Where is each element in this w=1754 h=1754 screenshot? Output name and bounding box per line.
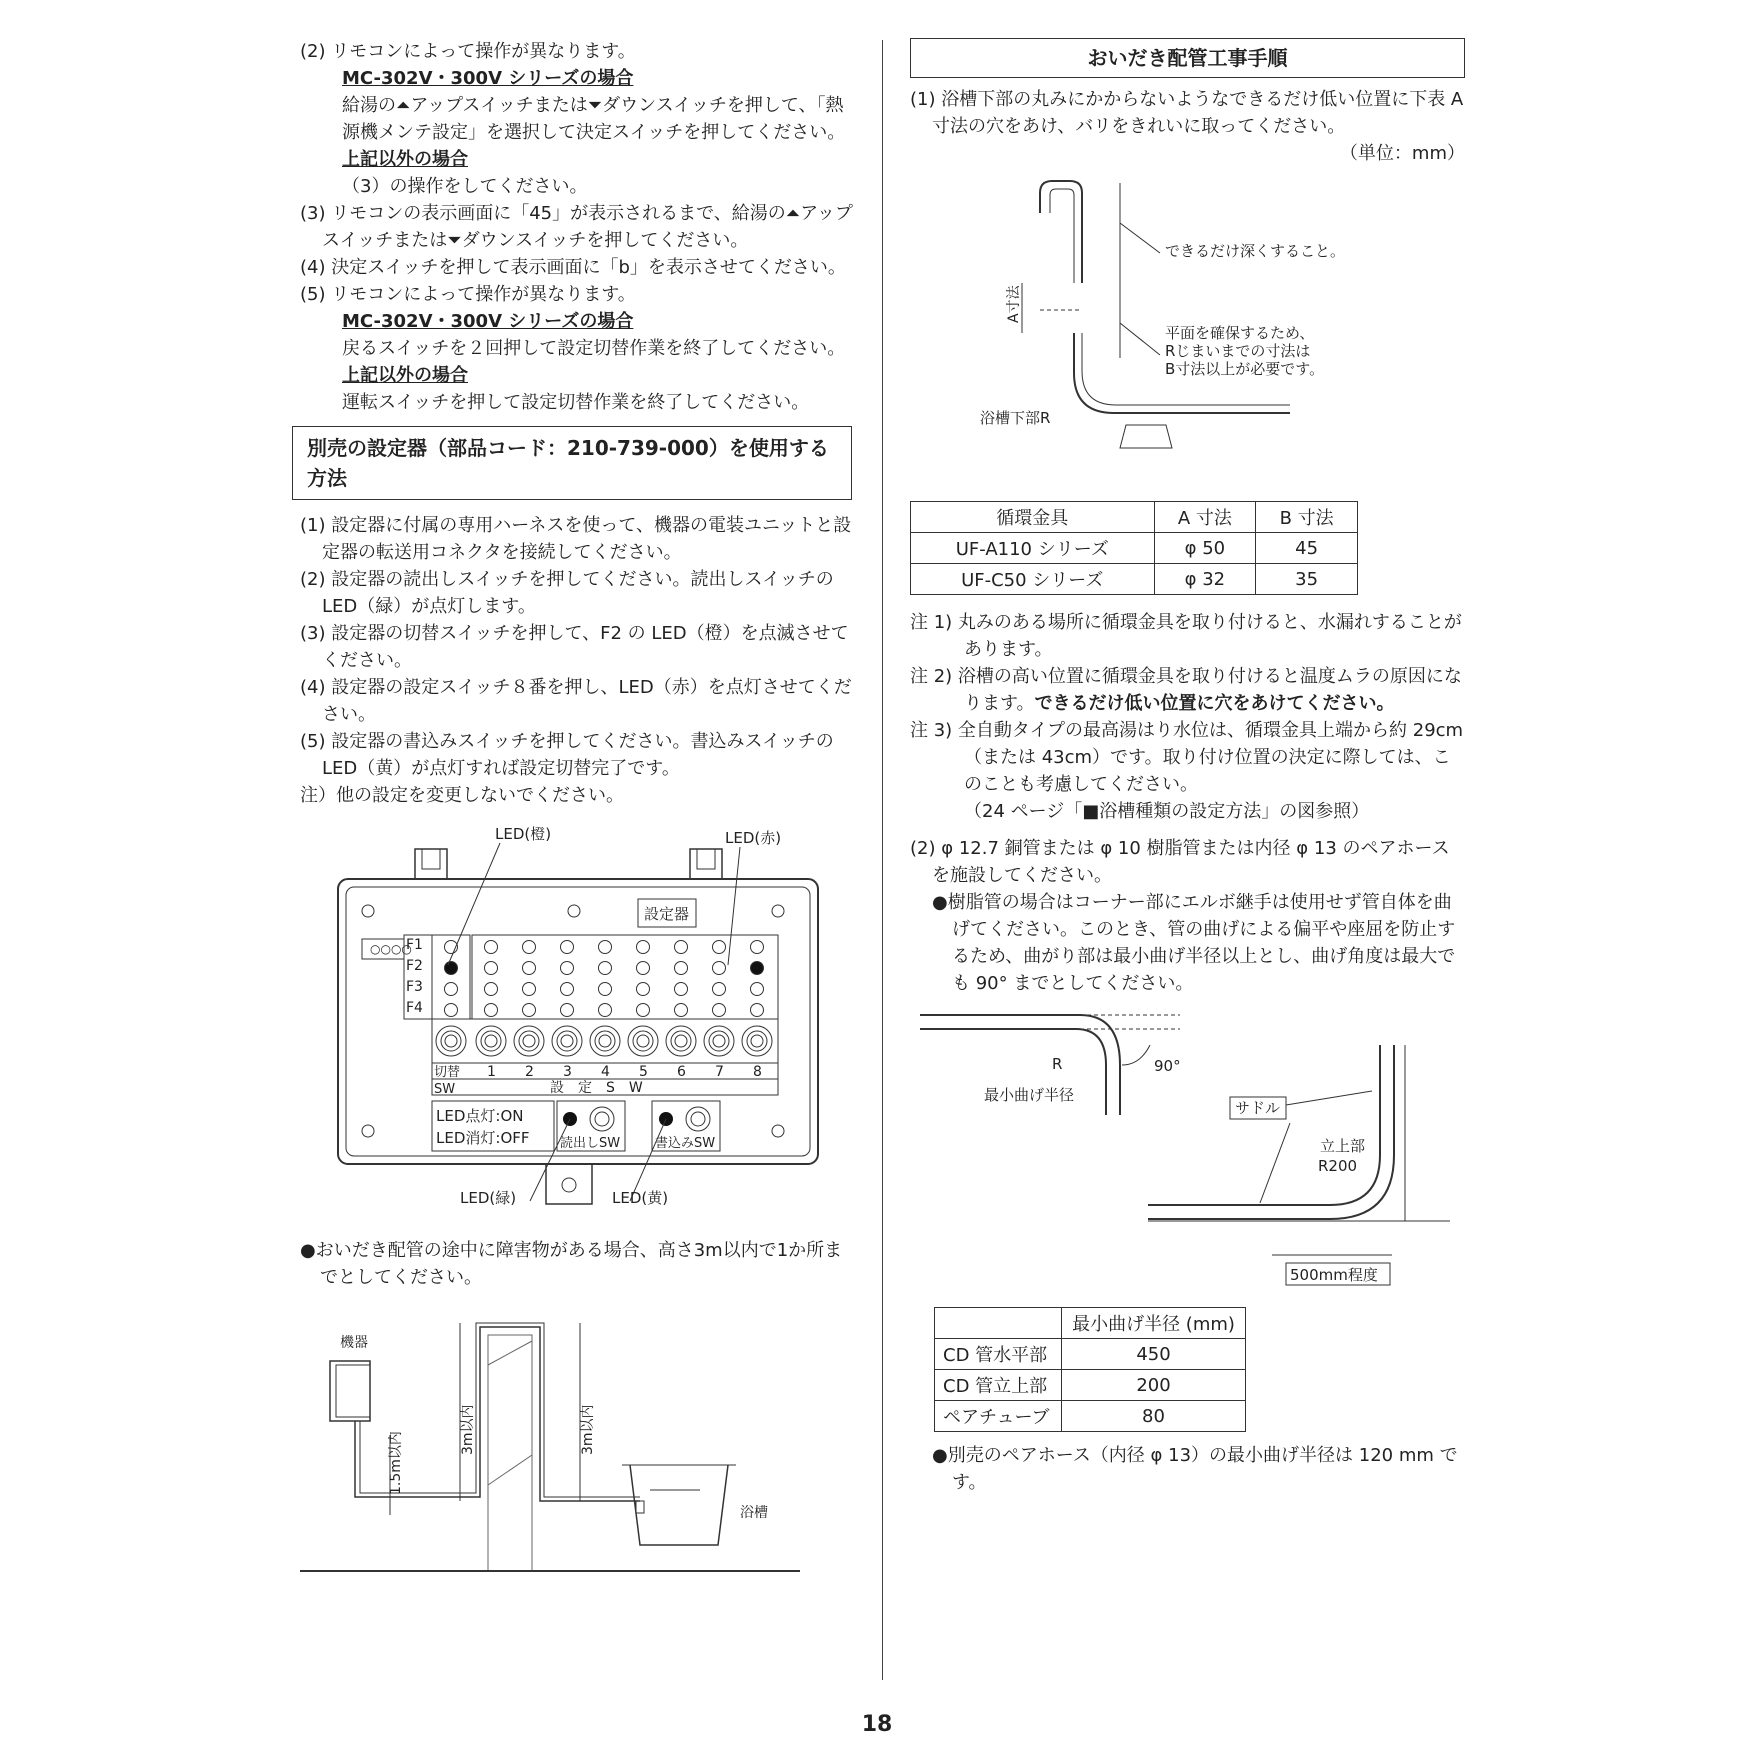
label-r: R <box>1052 1055 1063 1073</box>
write-sw-label: 書込みSW <box>655 1136 716 1151</box>
label-led-orange: LED(橙) <box>495 825 552 843</box>
led-off <box>445 1004 458 1017</box>
table-row: UF-A110 シリーズ φ 50 45 <box>911 533 1358 564</box>
switch-sw: SW <box>434 1082 456 1097</box>
switch-button <box>671 1031 691 1051</box>
label-height-3: 3m以内 <box>580 1404 596 1455</box>
table-header: 最小曲げ半径 (mm) <box>1062 1308 1246 1339</box>
setter-step-5: (5) 設定器の書込みスイッチを押してください。書込みスイッチの LED（黄）が点灯すれば設定切替完了です。 <box>300 731 834 779</box>
led-off <box>599 962 612 975</box>
setter-note: 注）他の設定を変更しないでください。 <box>300 785 624 806</box>
led-off <box>599 941 612 954</box>
switch-grid <box>436 1026 772 1056</box>
legend-on: LED点灯:ON <box>436 1107 524 1125</box>
led-off <box>485 941 498 954</box>
switch-number: 4 <box>601 1064 610 1080</box>
tub-hole-diagram <box>910 173 1410 493</box>
led-off <box>675 962 688 975</box>
led-off <box>561 983 574 996</box>
switch-button <box>599 1035 611 1047</box>
bend-radius-table <box>934 1307 1246 1432</box>
led-off <box>713 1004 726 1017</box>
led-off <box>523 962 536 975</box>
setter-device-diagram <box>300 823 860 1213</box>
led-off <box>485 983 498 996</box>
column-divider <box>882 40 883 1680</box>
led-off <box>713 941 726 954</box>
label-tub-r: 浴槽下部R <box>980 409 1051 427</box>
label-height-2: 3m以内 <box>460 1404 476 1455</box>
label-90deg: 90° <box>1154 1057 1181 1075</box>
table-row: UF-C50 シリーズ φ 32 35 <box>911 564 1358 595</box>
step-5-other-text: 運転スイッチを押して設定切替作業を終了してください。 <box>342 392 810 413</box>
switch-button <box>523 1035 535 1047</box>
subheading-other: 上記以外の場合 <box>342 149 468 170</box>
resin-pipe-note: ●樹脂管の場合はコーナー部にエルボ継手は使用せず管自体を曲げてください。このとき、管の曲げによる偏平や座屈を防止するため、曲がり部は最小曲げ半径以上とし、曲げ角度は最大でも 90° までとしてください。 <box>932 892 1456 994</box>
switch-button <box>557 1031 577 1051</box>
led-off <box>675 983 688 996</box>
step-5-text: 戻るスイッチを２回押して設定切替作業を終了してください。 <box>342 338 846 359</box>
led-off <box>751 1004 764 1017</box>
down-switch-icon: ⏷ <box>447 230 462 251</box>
label-rise: 立上部 <box>1320 1137 1366 1155</box>
switch-button <box>633 1031 653 1051</box>
led-off <box>561 941 574 954</box>
table-row: ペアチューブ 80 <box>935 1401 1246 1432</box>
label-flat-1: 平面を確保するため、 <box>1165 324 1315 342</box>
led-off <box>523 983 536 996</box>
svg-text:○○○○: ○○○○ <box>370 942 412 956</box>
switch-number: 5 <box>639 1064 648 1080</box>
unit-label: （単位：mm） <box>1339 143 1465 164</box>
label-saddle: サドル <box>1235 1099 1281 1117</box>
led-off <box>523 1004 536 1017</box>
table-row: CD 管立上部 200 <box>935 1370 1246 1401</box>
step-4: (4) 決定スイッチを押して表示画面に「b」を表示させてください。 <box>300 257 846 278</box>
switch-number: 1 <box>487 1064 496 1080</box>
switch-button <box>441 1031 461 1051</box>
switch-button <box>637 1035 649 1047</box>
label-r200: R200 <box>1318 1157 1358 1175</box>
read-sw-label: 読出しSW <box>560 1136 621 1151</box>
label-deep: できるだけ深くすること。 <box>1165 242 1346 260</box>
label-device: 機器 <box>340 1335 368 1351</box>
section-title-setter: 別売の設定器（部品コード：210-739-000）を使用する方法 <box>292 426 852 500</box>
row-f2: F2 <box>406 958 423 974</box>
dimension-table <box>910 501 1358 595</box>
pair-hose-note: ●別売のペアホース（内径 φ 13）の最小曲げ半径は 120 mm です。 <box>932 1445 1458 1493</box>
label-flat-3: B寸法以上が必要です。 <box>1165 360 1325 378</box>
led-off <box>713 983 726 996</box>
note-1: 注 1) 丸みのある場所に循環金具を取り付けると、水漏れすることがあります。 <box>910 612 1462 660</box>
note-3: 注 3) 全自動タイプの最高湯はり水位は、循環金具上端から約 29cm（または 43cm）です。取り付け位置の決定に際しては、このことも考慮してください。 <box>910 720 1464 795</box>
led-off <box>675 1004 688 1017</box>
step-2-title: (2) リモコンによって操作が異なります。 <box>300 41 636 62</box>
label-height-1: 1.5m以内 <box>388 1431 404 1495</box>
row-f4: F4 <box>406 1000 423 1016</box>
table-header: B 寸法 <box>1256 502 1358 533</box>
label-tub: 浴槽 <box>740 1505 768 1521</box>
switch-label: 切替 <box>434 1065 461 1080</box>
bend-radius-diagram <box>910 1005 1465 1295</box>
subheading-other-2: 上記以外の場合 <box>342 365 468 386</box>
note-2: 注 2) 浴槽の高い位置に循環金具を取り付けると温度ムラの原因になります。できるだけ低い位置に穴をあけてください。 <box>910 666 1462 714</box>
subheading-mc302-2: MC-302V・300V シリーズの場合 <box>342 311 634 332</box>
led-off <box>713 962 726 975</box>
legend-off: LED消灯:OFF <box>436 1129 530 1147</box>
led-off <box>637 941 650 954</box>
device-title: 設定器 <box>644 905 690 923</box>
label-a-dim: A寸法 <box>1006 285 1022 323</box>
step-5: (5) リモコンによって操作が異なります。 <box>300 284 636 305</box>
note-ref: （24 ページ「■浴槽種類の設定方法」の図参照） <box>964 801 1370 822</box>
label-length: 500mm程度 <box>1290 1266 1378 1284</box>
table-header: 循環金具 <box>911 502 1155 533</box>
up-switch-icon: ⏶ <box>396 95 411 116</box>
switch-number: 8 <box>753 1064 762 1080</box>
led-grid <box>445 941 764 1017</box>
led-off <box>523 941 536 954</box>
led-off <box>561 1004 574 1017</box>
led-off <box>675 941 688 954</box>
switch-button <box>485 1035 497 1047</box>
setter-step-4: (4) 設定器の設定スイッチ８番を押し、LED（赤）を点灯させてください。 <box>300 677 852 725</box>
switch-button <box>751 1035 763 1047</box>
led-lit <box>445 962 458 975</box>
switch-button <box>713 1035 725 1047</box>
led-off <box>751 941 764 954</box>
down-switch-icon: ⏷ <box>587 95 603 116</box>
led-off <box>445 983 458 996</box>
label-min-radius: 最小曲げ半径 <box>984 1086 1075 1104</box>
setting-sw-label: 設 定 S W <box>550 1080 643 1096</box>
switch-button <box>481 1031 501 1051</box>
number-row <box>487 1064 762 1080</box>
led-off <box>751 983 764 996</box>
led-off <box>637 1004 650 1017</box>
switch-button <box>519 1031 539 1051</box>
switch-button <box>709 1031 729 1051</box>
pipe-route-diagram <box>300 1305 860 1595</box>
label-led-green: LED(緑) <box>460 1189 517 1207</box>
switch-button <box>595 1031 615 1051</box>
led-lit <box>751 962 764 975</box>
up-switch-icon: ⏶ <box>785 203 801 224</box>
setter-step-1: (1) 設定器に付属の専用ハーネスを使って、機器の電装ユニットと設定器の転送用コネクタを接続してください。 <box>300 515 852 563</box>
obstacle-note: ●おいだき配管の途中に障害物がある場合、高さ3m以内で1か所までとしてください。 <box>300 1240 843 1288</box>
table-row: CD 管水平部 450 <box>935 1339 1246 1370</box>
table-header: A 寸法 <box>1154 502 1256 533</box>
row-f3: F3 <box>406 979 423 995</box>
switch-button <box>747 1031 767 1051</box>
led-off <box>485 1004 498 1017</box>
step-2-text: 給湯の⏶アップスイッチまたは⏷ダウンスイッチを押して、「熱源機メンテ設定」を選択して決定スイッチを押してください。 <box>342 95 846 143</box>
left-column <box>300 38 855 1595</box>
switch-number: 6 <box>677 1064 686 1080</box>
piping-step-2: (2) φ 12.7 銅管または φ 10 樹脂管または内径 φ 13 のペアホースを施設してください。 <box>910 838 1450 886</box>
label-flat-2: Rじまいまでの寸法は <box>1165 342 1311 360</box>
led-off <box>599 983 612 996</box>
switch-button <box>561 1035 573 1047</box>
switch-number: 7 <box>715 1064 724 1080</box>
switch-number: 3 <box>563 1064 572 1080</box>
switch-number: 2 <box>525 1064 534 1080</box>
label-led-red: LED(赤) <box>725 829 782 847</box>
led-off <box>561 962 574 975</box>
label-led-yellow: LED(黄) <box>612 1189 669 1207</box>
led-off <box>599 1004 612 1017</box>
step-2-other-text: （3）の操作をしてください。 <box>342 176 588 197</box>
right-column <box>910 38 1465 1496</box>
subheading-mc302: MC-302V・300V シリーズの場合 <box>342 68 634 89</box>
section-title-piping: おいだき配管工事手順 <box>910 38 1465 78</box>
setter-step-2: (2) 設定器の読出しスイッチを押してください。読出しスイッチの LED（緑）が点灯します。 <box>300 569 834 617</box>
switch-button <box>445 1035 457 1047</box>
step-3: (3) リモコンの表示画面に「45」が表示されるまで、給湯の⏶アップスイッチまたは⏷ダウンスイッチを押してください。 <box>300 203 853 251</box>
piping-step-1: (1) 浴槽下部の丸みにかからないようなできるだけ低い位置に下表 A 寸法の穴をあけ、バリをきれいに取ってください。 <box>910 89 1464 137</box>
led-off <box>485 962 498 975</box>
setter-step-3: (3) 設定器の切替スイッチを押して、F2 の LED（橙）を点滅させてください。 <box>300 623 849 671</box>
row-f1: F1 <box>406 937 423 953</box>
device-body <box>338 879 818 1164</box>
led-off <box>637 983 650 996</box>
switch-button <box>675 1035 687 1047</box>
led-off <box>637 962 650 975</box>
page-number: 18 <box>861 1712 893 1737</box>
